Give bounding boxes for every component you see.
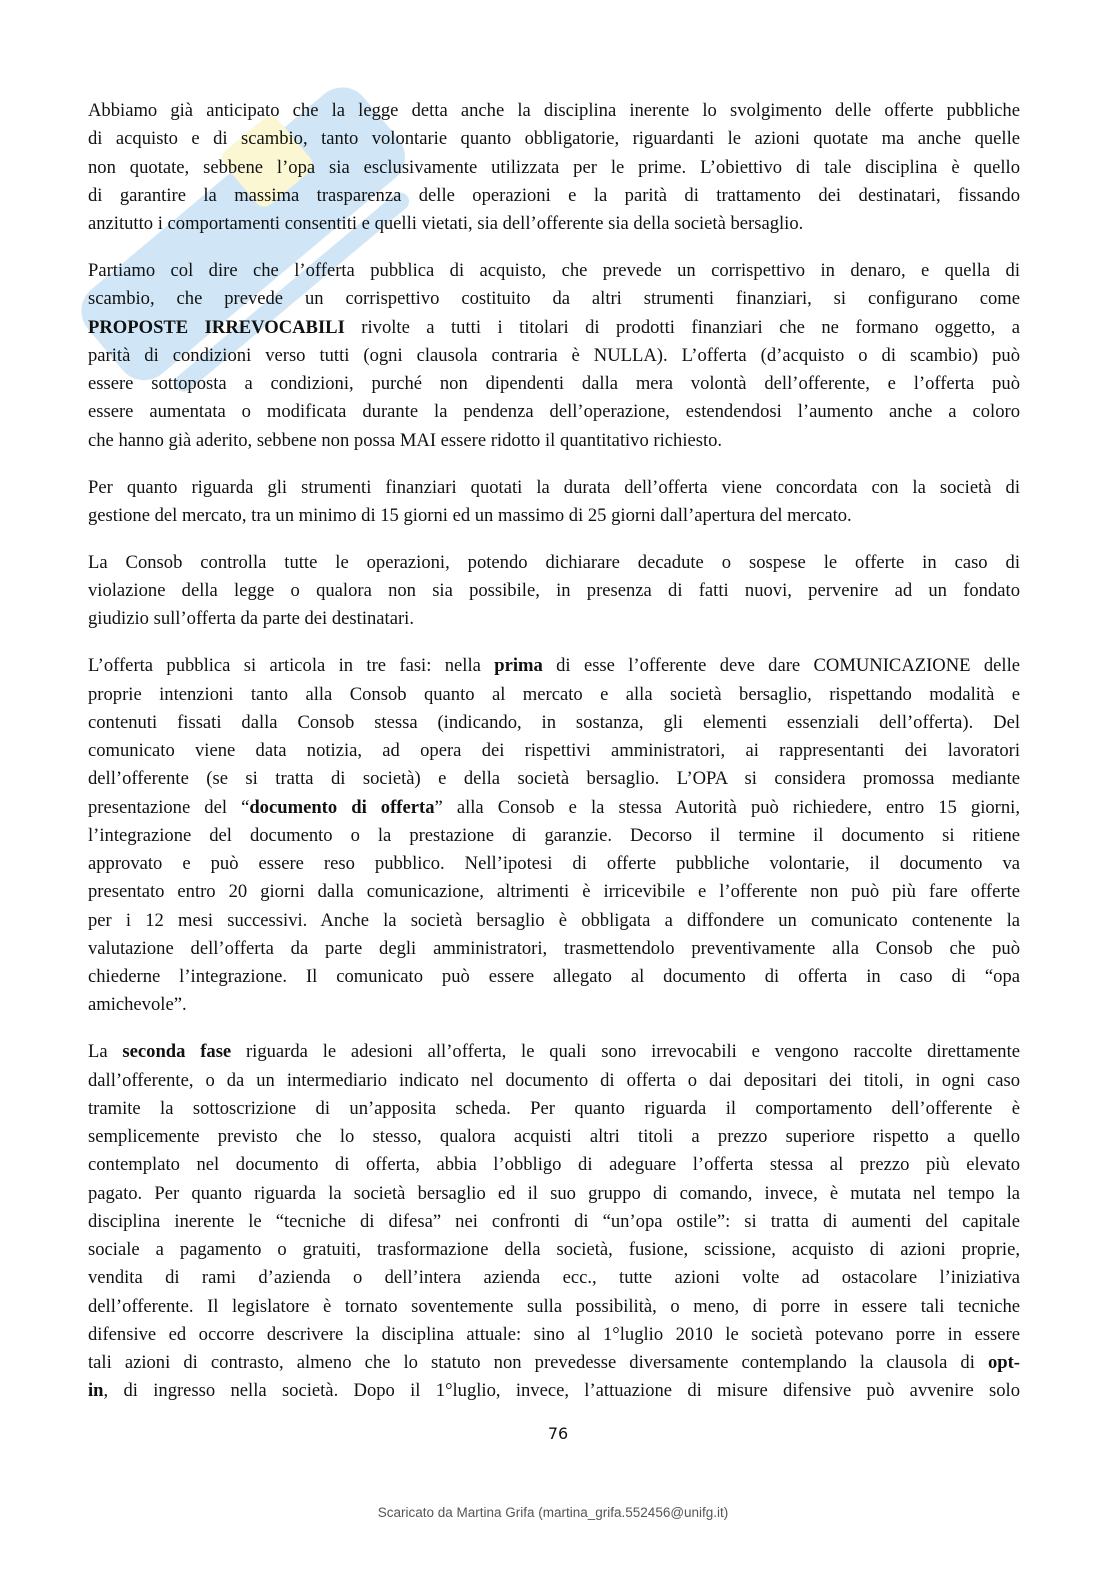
- text-segment: ” alla Consob e la stessa Autorità può richiedere, entro 15 giorni,: [434, 796, 1020, 818]
- text-segment: giudizio sull’offerta da parte dei destinatari.: [88, 608, 414, 630]
- text-segment: L’offerta pubblica si articola in tre fasi: nella: [88, 655, 495, 677]
- text-segment: per i 12 mesi successivi. Anche la società bersaglio è obbligata a diffondere un comunicato contenente la: [88, 909, 1020, 931]
- text-segment: tali azioni di contrasto, almeno che lo statuto non prevedesse diversamente contemplando la clausola di: [88, 1352, 988, 1373]
- text-line: [88, 652, 1020, 680]
- text-segment: dell’offerente. Il legislatore è tornato soventemente sulla possibilità, o meno, di porre in essere tali tecniche: [88, 1295, 1020, 1317]
- text-line: [88, 502, 1020, 530]
- text-segment: Per quanto riguarda gli strumenti finanziari quotati la durata dell’offerta viene concordata con la società di: [88, 476, 1020, 498]
- text-segment: presentato entro 20 giorni dalla comunicazione, altrimenti è irricevibile e l’offerente non può più fare offerte: [88, 881, 1020, 903]
- text-segment: l’integrazione del documento o la prestazione di garanzie. Decorso il termine il documento si ritiene: [88, 824, 1020, 846]
- text-segment: di esse l’offerente deve dare COMUNICAZIONE delle: [542, 655, 1020, 677]
- paragraph: [88, 257, 1020, 455]
- text-segment: essere aumentata o modificata durante la pendenza dell’operazione, estendendosi l’aumento anche a coloro: [88, 401, 1020, 423]
- text-segment: anzitutto i comportamenti consentiti e quelli vietati, sia dell’offerente sia della società bersaglio.: [88, 213, 804, 234]
- bold-text: opt-: [987, 1352, 1020, 1373]
- text-segment: chiederne l’integrazione. Il comunicato può essere allegato al documento di offerta in caso di “opa: [88, 966, 1020, 987]
- text-segment: vendita di rami d’azienda o dell’intera azienda ecc., tutte azioni volte ad ostacolare l’iniziativa: [88, 1267, 1020, 1289]
- paragraph: [88, 652, 1020, 1019]
- text-segment: violazione della legge o qualora non sia possibile, in presenza di fatti nuovi, pervenire ad un fondato: [88, 580, 1020, 601]
- paragraph: [88, 97, 1020, 238]
- text-line: [88, 427, 1020, 455]
- text-segment: gestione del mercato, tra un minimo di 15 giorni ed un massimo di 25 giorni dall’apertura del mercato.: [88, 504, 852, 526]
- text-segment: dell’offerente (se si tratta di società) e della società bersaglio. L’OPA si considera promossa mediante: [88, 768, 1020, 790]
- text-segment: che hanno già aderito, sebbene non possa MAI essere ridotto il quantitativo richiesto.: [88, 429, 723, 451]
- text-line: [88, 154, 1020, 182]
- text-line: [88, 125, 1020, 153]
- text-segment: valutazione dell’offerta da parte degli amministratori, trasmettendolo preventivamente alla Consob che può: [88, 937, 1020, 959]
- text-segment: semplicemente previsto che lo stesso, qualora acquisti altri titoli a prezzo superiore rispetto a quello: [88, 1126, 1020, 1147]
- text-segment: di acquisto e di scambio, tanto volontarie quanto obbligatorie, riguardanti le azioni quotate ma anche quelle: [88, 128, 1020, 150]
- text-segment: proprie intenzioni tanto alla Consob quanto al mercato e alla società bersaglio, rispettando modalità e: [88, 683, 1020, 705]
- text-segment: riguarda le adesioni all’offerta, le quali sono irrevocabili e vengono raccolte direttamente: [231, 1041, 1020, 1063]
- text-line: [88, 1208, 1020, 1236]
- text-segment: Abbiamo già anticipato che la legge detta anche la disciplina inerente lo svolgimento delle offerte pubbliche: [88, 100, 1020, 121]
- text-segment: approvato e può essere reso pubblico. Nell’ipotesi di offerte pubbliche volontarie, il documento va: [88, 853, 1020, 874]
- text-segment: dall’offerente, o da un intermediario indicato nel documento di offerta o dai depositari dei titoli, in ogni caso: [88, 1069, 1020, 1091]
- bold-text: prima: [494, 655, 543, 677]
- text-segment: La: [88, 1041, 123, 1063]
- text-line: [88, 1123, 1020, 1151]
- paragraph: [88, 549, 1020, 634]
- text-segment: contemplato nel documento di offerta, abbia l’obbligo di adeguare l’offerta stessa al prezzo più elevato: [88, 1154, 1020, 1176]
- text-line: [88, 474, 1020, 502]
- text-segment: Partiamo col dire che l’offerta pubblica di acquisto, che prevede un corrispettivo in denaro, e quella di: [88, 260, 1020, 281]
- text-segment: comunicato viene data notizia, ad opera dei rispettivi amministratori, ai rappresentanti dei lavoratori: [88, 740, 1020, 761]
- document-body: [88, 97, 1020, 1424]
- text-line: [88, 1180, 1020, 1208]
- text-line: [88, 1151, 1020, 1179]
- text-line: [88, 1377, 1020, 1405]
- text-line: [88, 549, 1020, 577]
- text-line: [88, 935, 1020, 963]
- text-segment: sociale a pagamento o gratuiti, trasformazione della società, fusione, scissione, acquisto di azioni proprie,: [88, 1239, 1020, 1260]
- text-line: [88, 1236, 1020, 1264]
- text-line: [88, 605, 1020, 633]
- text-line: [88, 765, 1020, 793]
- text-segment: parità di condizioni verso tutti (ogni clausola contraria è NULLA). L’offerta (d’acquisto o di scambio) può: [88, 344, 1020, 366]
- text-segment: pagato. Per quanto riguarda la società bersaglio ed il suo gruppo di comando, invece, è mutata nel tempo la: [88, 1182, 1020, 1204]
- text-line: [88, 737, 1020, 765]
- text-segment: di garantire la massima trasparenza delle operazioni e la parità di trattamento dei destinatari, fissando: [88, 184, 1020, 206]
- paragraph: [88, 1038, 1020, 1405]
- text-line: [88, 991, 1020, 1019]
- paragraph: [88, 474, 1020, 531]
- text-line: [88, 1349, 1020, 1377]
- download-footer: Scaricato da Martina Grifa (martina_grifa.552456@unifg.it): [377, 1505, 729, 1520]
- text-line: [88, 1264, 1020, 1292]
- text-line: [88, 210, 1020, 238]
- text-segment: non quotate, sebbene l’opa sia esclusivamente utilizzata per le prime. L’obiettivo di tale disciplina è quello: [88, 156, 1020, 178]
- text-segment: tramite la sottoscrizione di un’apposita scheda. Per quanto riguarda il comportamento dell’offerente è: [88, 1097, 1020, 1119]
- text-line: [88, 370, 1020, 398]
- text-line: [88, 850, 1020, 878]
- text-line: [88, 709, 1020, 737]
- bold-text: documento di offerta: [249, 796, 435, 818]
- text-line: [88, 97, 1020, 125]
- text-segment: contenuti fissati dalla Consob stessa (indicando, in sostanza, gli elementi essenziali dell’offerta). Del: [88, 711, 1020, 733]
- text-line: [88, 398, 1020, 426]
- text-line: [88, 822, 1020, 850]
- text-line: [88, 878, 1020, 906]
- text-line: [88, 963, 1020, 991]
- text-line: [88, 907, 1020, 935]
- text-segment: La Consob controlla tutte le operazioni, potendo dichiarare decadute o sospese le offerte in caso di: [88, 551, 1020, 573]
- text-line: [88, 577, 1020, 605]
- text-segment: rivolte a tutti i titolari di prodotti finanziari che ne formano oggetto, a: [344, 316, 1020, 338]
- page-number: 76: [547, 1424, 569, 1443]
- text-segment: scambio, che prevede un corrispettivo costituito da altri strumenti finanziari, si configurano come: [88, 288, 1020, 310]
- text-line: [88, 1095, 1020, 1123]
- text-line: [88, 1321, 1020, 1349]
- text-line: [88, 681, 1020, 709]
- text-line: [88, 1293, 1020, 1321]
- bold-text: seconda fase: [122, 1041, 232, 1063]
- bold-text: PROPOSTE IRREVOCABILI: [88, 316, 345, 338]
- text-line: [88, 342, 1020, 370]
- bold-text: in: [88, 1380, 104, 1402]
- text-segment: presentazione del “: [88, 796, 250, 818]
- text-line: [88, 182, 1020, 210]
- text-segment: difensive ed occorre descrivere la disciplina attuale: sino al 1°luglio 2010 le società potevano porre in essere: [88, 1323, 1020, 1345]
- text-segment: amichevole”.: [88, 994, 187, 1016]
- text-line: [88, 285, 1020, 313]
- text-segment: essere sottoposta a condizioni, purché non dipendenti dalla mera volontà dell’offerente, e l’offerta può: [88, 373, 1020, 394]
- text-segment: disciplina inerente le “tecniche di difesa” nei confronti di “un’opa ostile”: si tratta di aumenti del capitale: [88, 1210, 1020, 1232]
- text-line: [88, 1038, 1020, 1066]
- text-line: [88, 314, 1020, 342]
- text-line: [88, 1067, 1020, 1095]
- text-segment: , di ingresso nella società. Dopo il 1°luglio, invece, l’attuazione di misure difensive può avvenire solo: [103, 1380, 1020, 1402]
- text-line: [88, 257, 1020, 285]
- text-line: [88, 794, 1020, 822]
